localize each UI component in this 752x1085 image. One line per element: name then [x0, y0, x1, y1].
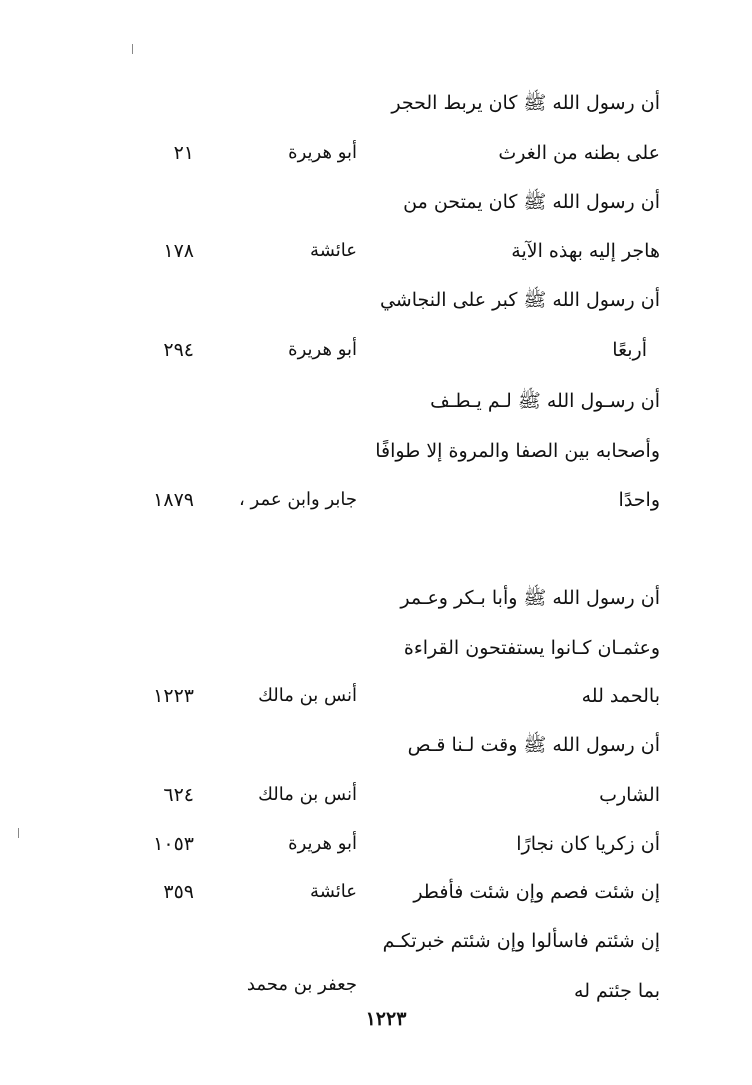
hadith-text: بالحمد لله — [581, 685, 660, 707]
hadith-text: واحدًا — [618, 489, 660, 511]
hadith-number: ٢٩٤ — [163, 339, 194, 361]
entry-line — [0, 330, 752, 370]
narrator-name: أبو هريرة — [288, 833, 357, 854]
hadith-number: ٦٢٤ — [163, 784, 194, 806]
entry-line — [0, 965, 752, 1005]
narrator-name: جابر وابن عمر ، — [238, 489, 357, 510]
hadith-text: أن رسول الله ﷺ وأبا بـكر وعـمر — [400, 587, 660, 609]
hadith-number: ١٧٨ — [163, 240, 194, 262]
hadith-text: هاجر إليه بهذه الآية — [511, 240, 660, 262]
hadith-text: وعثمـان كـانوا يستفتحون القراءة — [403, 637, 660, 659]
narrator-name: جعفر بن محمد — [246, 974, 357, 995]
narrator-name: أبو هريرة — [288, 339, 357, 360]
hadith-text: أن رسول الله ﷺ وقت لـنا قـص — [407, 734, 660, 756]
entry-line — [0, 676, 752, 716]
entry-line — [0, 578, 752, 618]
narrator-name: عائشة — [310, 881, 357, 902]
entry-line — [0, 480, 752, 520]
entry-line — [0, 775, 752, 815]
entry-line — [0, 231, 752, 271]
hadith-text: إن شئتم فاسألوا وإن شئتم خبرتكـم — [382, 930, 660, 952]
narrator-name: أنس بن مالك — [258, 685, 357, 706]
scan-speck — [132, 44, 133, 54]
hadith-text: أن رسـول الله ﷺ لـم يـطـف — [430, 390, 660, 412]
hadith-text: أن رسول الله ﷺ كبر على النجاشي — [379, 289, 660, 311]
page-footer — [0, 1008, 752, 1030]
hadith-text: بما جئتم له — [574, 980, 660, 1002]
entry-line — [0, 133, 752, 173]
hadith-number: ٢١ — [173, 142, 194, 164]
hadith-text: أن زكريا كان نجارًا — [516, 833, 660, 855]
hadith-text: أن رسول الله ﷺ كان يربط الحجر — [391, 92, 660, 114]
hadith-text: أن رسول الله ﷺ كان يمتحن من — [403, 191, 660, 213]
entry-line — [0, 725, 752, 765]
entry-line — [0, 872, 752, 912]
hadith-text: إن شئت فصم وإن شئت فأفطر — [413, 881, 660, 903]
entry-line — [0, 182, 752, 222]
hadith-number: ١٢٢٣ — [153, 685, 194, 707]
entry-line — [0, 431, 752, 471]
hadith-text: الشارب — [599, 784, 660, 806]
entry-line — [0, 83, 752, 123]
hadith-number: ١٨٧٩ — [153, 489, 194, 511]
hadith-number: ٣٥٩ — [163, 881, 194, 903]
entry-line — [0, 628, 752, 668]
narrator-name: أبو هريرة — [288, 142, 357, 163]
hadith-text: وأصحابه بين الصفا والمروة إلا طوافًا — [375, 440, 660, 462]
entry-line — [0, 921, 752, 961]
entry-line — [0, 280, 752, 320]
hadith-text: على بطنه من الغرث — [498, 142, 660, 164]
hadith-number: ١٠٥٣ — [153, 833, 194, 855]
page-number: ١٢٢٣ — [365, 1008, 407, 1030]
entry-line — [0, 381, 752, 421]
narrator-name: عائشة — [310, 240, 357, 261]
entry-line — [0, 824, 752, 864]
hadith-text: أربعًا — [612, 339, 647, 361]
narrator-name: أنس بن مالك — [258, 784, 357, 805]
